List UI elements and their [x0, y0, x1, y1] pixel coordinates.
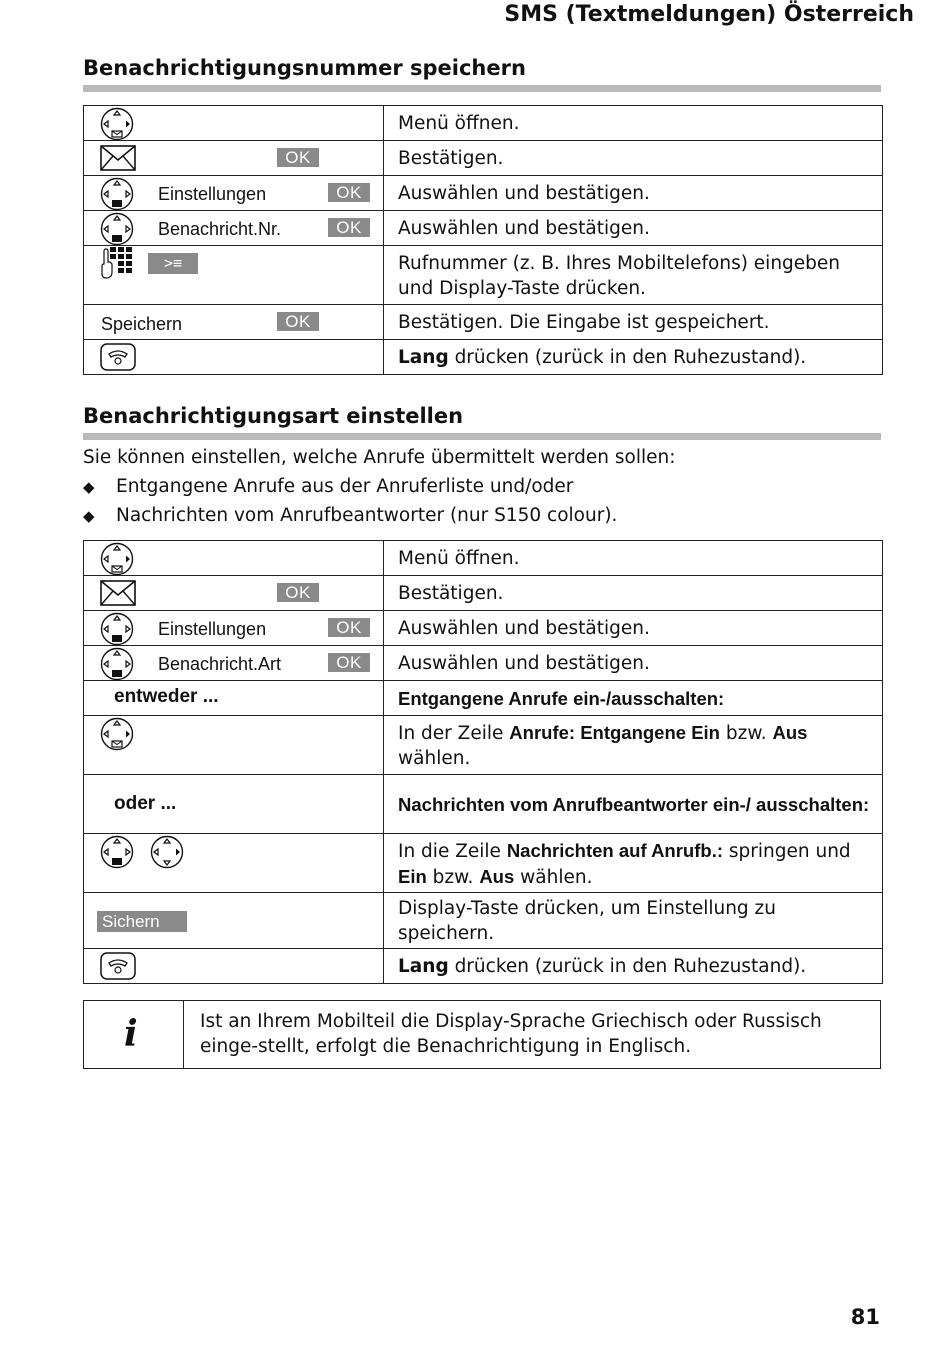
- end-call-key-icon: [100, 952, 136, 980]
- section-rule: [83, 85, 881, 92]
- step-description: In der Zeile Anrufe: Entgangene Ein bzw. Aus wählen.: [384, 716, 883, 775]
- info-note: [83, 1000, 881, 1069]
- diamond-bullet-icon: ◆: [83, 478, 95, 496]
- table-row: [84, 340, 883, 375]
- table-row: [84, 893, 883, 949]
- bullet-item: ◆ Nachrichten vom Anrufbeantworter (nur S150 colour).: [83, 505, 618, 526]
- info-icon: i: [124, 1013, 138, 1055]
- table-row: [84, 541, 883, 576]
- step-description: In die Zeile Nachrichten auf Anrufb.: springen und Ein bzw. Aus wählen.: [384, 834, 883, 893]
- nav-key-down-icon: [100, 647, 134, 681]
- end-call-key-icon: [100, 343, 136, 371]
- section-title-benachrichtigungsart: Benachrichtigungsart einstellen: [83, 404, 464, 428]
- nav-key-down-icon: [100, 835, 134, 869]
- table-row: [84, 211, 883, 246]
- bullet-item: ◆ Entgangene Anrufe aus der Anruferliste und/oder: [83, 476, 574, 497]
- step-description: Auswählen und bestätigen.: [384, 211, 883, 246]
- table-row: [84, 246, 883, 305]
- option-heading: Entgangene Anrufe ein-/ausschalten:: [384, 681, 883, 716]
- envelope-icon: [100, 145, 136, 171]
- table-row: [84, 305, 883, 340]
- ok-softkey: OK: [328, 218, 370, 237]
- table-row: [84, 176, 883, 211]
- ok-softkey: OK: [328, 618, 370, 637]
- section-title-benachrichtigungsnummer: Benachrichtigungsnummer speichern: [83, 56, 526, 80]
- info-icon-cell: [84, 1001, 184, 1068]
- steps-table-type: [83, 540, 883, 984]
- table-row: [84, 716, 883, 775]
- table-row: [84, 106, 883, 141]
- step-description: Lang drücken (zurück in den Ruhezustand).: [384, 949, 883, 984]
- info-note-text: Ist an Ihrem Mobilteil die Display-Sprache Griechisch oder Russisch einge-stellt, erfolgt die Benachrichtigung in Englisch.: [200, 1011, 822, 1057]
- ok-softkey: OK: [328, 183, 370, 202]
- step-description: Bestätigen.: [384, 576, 883, 611]
- menu-label: Benachricht.Nr.: [158, 219, 282, 239]
- section-rule: [83, 433, 881, 440]
- menu-label: Benachricht.Art: [158, 654, 282, 674]
- intro-text: Sie können einstellen, welche Anrufe übermittelt werden sollen:: [83, 447, 676, 468]
- option-heading: Nachrichten vom Anrufbeantworter ein-/ ausschalten:: [384, 775, 883, 834]
- ok-softkey: OK: [277, 312, 319, 331]
- table-row: [84, 949, 883, 984]
- step-description: Menü öffnen.: [384, 106, 883, 141]
- ok-softkey: OK: [328, 653, 370, 672]
- save-softkey: Sichern: [97, 911, 187, 932]
- running-header: SMS (Textmeldungen) Österreich: [504, 2, 914, 27]
- option-label-or: oder ...: [114, 793, 177, 814]
- menu-label: Einstellungen: [158, 184, 267, 204]
- step-description: Rufnummer (z. B. Ihres Mobiltelefons) eingeben und Display-Taste drücken.: [384, 246, 883, 305]
- table-row: [84, 775, 883, 834]
- step-description: Auswählen und bestätigen.: [384, 611, 883, 646]
- step-description: Bestätigen. Die Eingabe ist gespeichert.: [384, 305, 883, 340]
- ok-softkey: OK: [277, 148, 319, 167]
- table-row: [84, 681, 883, 716]
- table-row: [84, 646, 883, 681]
- nav-key-down-icon: [100, 177, 134, 211]
- option-label-either: entweder ...: [114, 686, 219, 707]
- table-row: [84, 576, 883, 611]
- envelope-icon: [100, 580, 136, 606]
- diamond-bullet-icon: ◆: [83, 507, 95, 525]
- nav-key-down-icon: [100, 612, 134, 646]
- step-description: Auswählen und bestätigen.: [384, 646, 883, 681]
- ok-softkey: OK: [277, 583, 319, 602]
- step-description: Lang drücken (zurück in den Ruhezustand).: [384, 340, 883, 375]
- step-description: Auswählen und bestätigen.: [384, 176, 883, 211]
- steps-table-number: [83, 105, 883, 375]
- menu-label: Speichern: [101, 314, 183, 334]
- table-row: [84, 834, 883, 893]
- nav-key-right-icon: [150, 835, 184, 869]
- step-description: Bestätigen.: [384, 141, 883, 176]
- table-row: [84, 611, 883, 646]
- nav-key-menu-icon: [100, 542, 134, 576]
- table-row: [84, 141, 883, 176]
- menu-label: Einstellungen: [158, 619, 267, 639]
- nav-key-menu-icon: [100, 717, 134, 751]
- nav-key-menu-icon: [100, 107, 134, 141]
- page-number: 81: [850, 1305, 880, 1329]
- step-description: Menü öffnen.: [384, 541, 883, 576]
- nav-key-down-icon: [100, 212, 134, 246]
- list-softkey: >≡: [148, 253, 198, 274]
- keypad-icon: [100, 246, 134, 280]
- step-description: Display-Taste drücken, um Einstellung zu speichern.: [384, 893, 883, 949]
